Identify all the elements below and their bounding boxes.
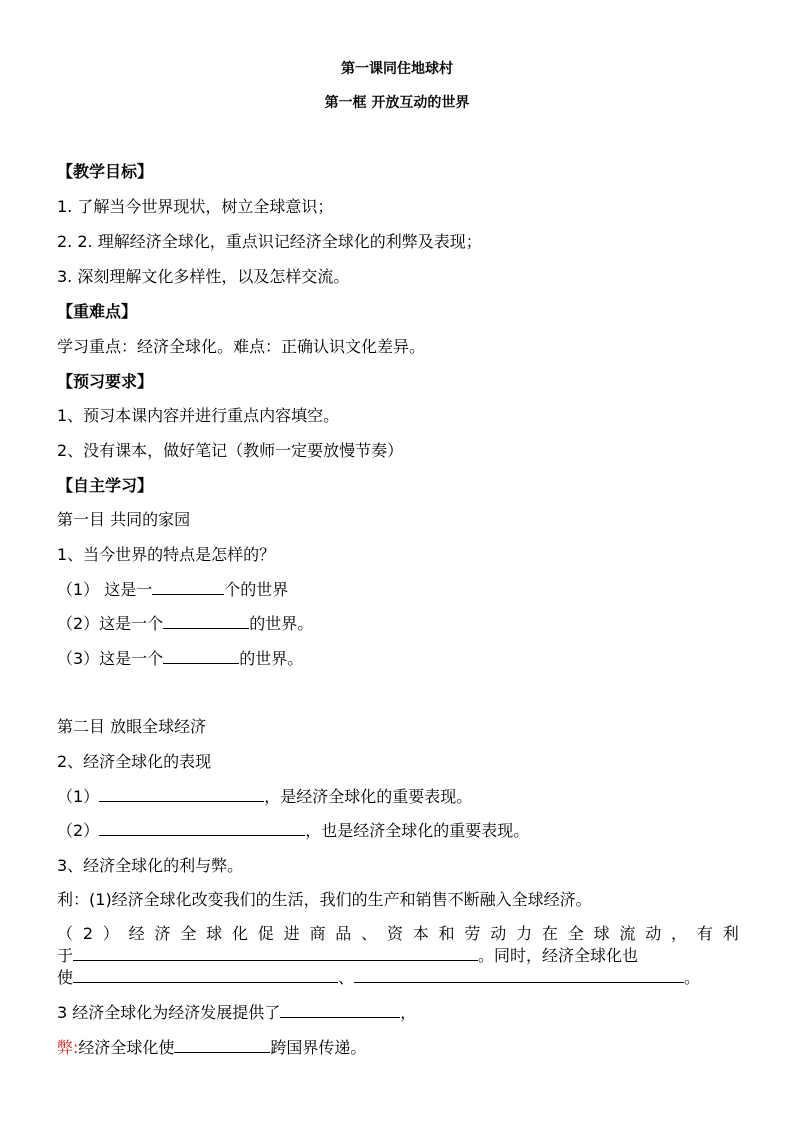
fill-suffix: 的世界。 (239, 649, 304, 668)
benefit2-use: 使 (57, 968, 74, 987)
keypoints-text: 学习重点：经济全球化。难点：正确认识文化差异。 (57, 337, 426, 356)
objective-item: 1. 了解当今世界现状，树立全球意识； (57, 197, 334, 216)
benefit2-text: （ 2 ） 经 济 全 球 化 促 进 商 品 、 资 本 和 劳 动 力 在 全 球 流 动 ， 有 利 (57, 924, 739, 943)
fill-prefix: （1） (57, 787, 100, 806)
benefit3-line (57, 1003, 416, 1023)
keypoints-heading: 【重难点】 (57, 302, 138, 321)
fill-line (57, 614, 313, 634)
fill-line (57, 649, 303, 669)
benefit2-line3 (57, 968, 739, 988)
fill-suffix: 的世界。 (249, 614, 314, 633)
benefit-label: 利： (57, 890, 90, 909)
objective-item: 3. 深刻理解文化多样性，以及怎样交流。 (57, 267, 350, 286)
blank-field[interactable] (280, 1003, 400, 1018)
section1-question: 1、当今世界的特点是怎样的？ (57, 545, 276, 564)
benefit3-suffix: ， (400, 1003, 417, 1022)
fill-suffix: ，是经济全球化的重要表现。 (264, 787, 473, 806)
objective-item: 2. 2. 理解经济全球化，重点识记经济全球化的利弊及表现； (57, 232, 482, 251)
lesson-title: 第一课同住地球村 (341, 61, 453, 77)
preview-item: 2、没有课本，做好笔记（教师一定要放慢节奏） (57, 441, 404, 460)
benefit2-end: 。 (684, 968, 701, 987)
benefit2-sep: 、 (338, 968, 355, 987)
preview-heading: 【预习要求】 (57, 372, 154, 391)
lesson-subtitle: 第一框 开放互动的世界 (324, 95, 470, 111)
blank-field[interactable] (99, 787, 264, 802)
benefit-line (57, 890, 592, 910)
blank-field[interactable] (99, 821, 305, 836)
fill-prefix: （3）这是一个 (57, 649, 164, 668)
blank-field[interactable] (152, 580, 224, 595)
blank-field[interactable] (174, 1038, 270, 1053)
blank-field[interactable] (163, 649, 239, 664)
fill-suffix: ，也是经济全球化的重要表现。 (305, 821, 530, 840)
harm-line (57, 1038, 366, 1058)
benefit3-prefix: 3 经济全球化为经济发展提供了 (57, 1003, 281, 1022)
harm-label: 弊: (57, 1038, 79, 1057)
benefit-text: (1)经济全球化改变我们的生活，我们的生产和销售不断融入全球经济。 (89, 890, 592, 909)
fill-prefix: （1） 这是一 (57, 580, 153, 599)
section2-question: 3、经济全球化的利与弊。 (57, 856, 244, 875)
self-study-heading: 【自主学习】 (57, 476, 154, 495)
section1-title: 第一目 共同的家园 (57, 510, 191, 529)
fill-suffix: 个的世界 (224, 580, 289, 599)
fill-line (57, 821, 529, 841)
section2-title: 第二目 放眼全球经济 (57, 717, 207, 736)
preview-item: 1、预习本课内容并进行重点内容填空。 (57, 406, 340, 425)
harm-prefix: 经济全球化使 (78, 1038, 175, 1057)
blank-field[interactable] (73, 968, 338, 983)
benefit2-line2 (57, 946, 739, 966)
fill-line (57, 787, 472, 807)
benefit2-mid: 。同时，经济全球化也 (478, 946, 639, 965)
blank-field[interactable] (354, 968, 684, 983)
harm-suffix: 跨国界传递。 (270, 1038, 367, 1057)
blank-field[interactable] (73, 946, 478, 961)
benefit2-prefix: 于 (57, 946, 74, 965)
fill-prefix: （2） (57, 821, 100, 840)
section2-question: 2、经济全球化的表现 (57, 752, 212, 771)
blank-field[interactable] (163, 614, 249, 629)
objectives-heading: 【教学目标】 (57, 162, 154, 181)
benefit2-line1 (57, 924, 739, 944)
fill-prefix: （2）这是一个 (57, 614, 164, 633)
fill-line (57, 580, 288, 600)
